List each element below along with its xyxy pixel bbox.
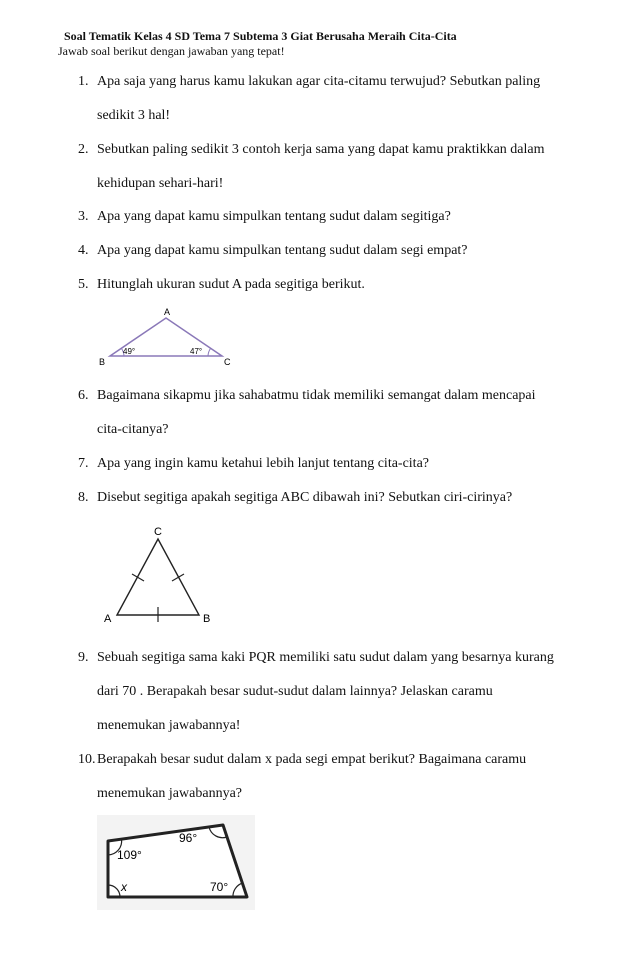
triangle-figure-2 — [95, 521, 225, 627]
question-text-line: Bagaimana sikapmu jika sahabatmu tidak memiliki semangat dalam mencapai — [97, 388, 536, 403]
vertex-label-a: A — [164, 307, 171, 317]
vertex-label-a: A — [104, 613, 112, 625]
page-title: Soal Tematik Kelas 4 SD Tema 7 Subtema 3 Giat Berusaha Meraih Cita-Cita — [64, 29, 457, 43]
question-number: 8. — [78, 490, 89, 505]
question-text-line: Sebuah segitiga sama kaki PQR memiliki satu sudut dalam yang besarnya kurang — [97, 650, 554, 665]
angle-label-b: 49° — [123, 347, 136, 356]
angle-label-c: 47° — [190, 347, 203, 356]
question-text-line: Apa yang ingin kamu ketahui lebih lanjut tentang cita-cita? — [97, 456, 430, 471]
question-number: 1. — [78, 74, 89, 89]
question-text-line: sedikit 3 hal! — [97, 108, 171, 123]
question-text-line: Hitunglah ukuran sudut A pada segitiga berikut. — [97, 277, 365, 292]
question-text-line: Sebutkan paling sedikit 3 contoh kerja sama yang dapat kamu praktikkan dalam — [97, 142, 545, 157]
question-number: 6. — [78, 388, 89, 403]
question-text-line: Apa saja yang harus kamu lakukan agar cita-citamu terwujud? Sebutkan paling — [97, 74, 541, 89]
question-number: 5. — [78, 277, 89, 292]
vertex-label-c: C — [154, 526, 162, 538]
question-text-line: cita-citanya? — [97, 422, 169, 437]
angle-label-top-right: 96° — [179, 831, 198, 845]
instruction-text: Jawab soal berikut dengan jawaban yang tepat! — [58, 44, 285, 58]
angle-label-bottom-left: x — [121, 880, 127, 894]
angle-label-bottom-right: 70° — [210, 880, 229, 894]
vertex-label-c: C — [224, 357, 231, 367]
question-number: 9. — [78, 650, 89, 665]
question-text-line: Berapakah besar sudut dalam x pada segi empat berikut? Bagaimana caramu — [97, 752, 527, 767]
quadrilateral-figure — [97, 815, 255, 910]
question-text-line: Disebut segitiga apakah segitiga ABC dibawah ini? Sebutkan ciri-cirinya? — [97, 490, 513, 505]
question-text-line: dari 70 . Berapakah besar sudut-sudut dalam lainnya? Jelaskan caramu — [97, 684, 493, 699]
question-text-line: kehidupan sehari-hari! — [97, 176, 224, 191]
angle-label-top-left: 109° — [117, 848, 142, 862]
question-number: 3. — [78, 209, 89, 224]
question-number: 2. — [78, 142, 89, 157]
vertex-label-b: B — [99, 357, 106, 367]
vertex-label-b: B — [203, 613, 211, 625]
question-text-line: Apa yang dapat kamu simpulkan tentang sudut dalam segi empat? — [97, 243, 468, 258]
triangle-figure-1 — [90, 306, 240, 370]
question-text-line: menemukan jawabannya? — [97, 786, 242, 801]
triangle-shape — [117, 539, 199, 615]
angle-arc-c — [208, 349, 211, 357]
question-number: 10. — [78, 752, 96, 767]
question-text-line: Apa yang dapat kamu simpulkan tentang sudut dalam segitiga? — [97, 209, 451, 224]
question-number: 7. — [78, 456, 89, 471]
question-text-line: menemukan jawabannya! — [97, 718, 241, 733]
question-number: 4. — [78, 243, 89, 258]
